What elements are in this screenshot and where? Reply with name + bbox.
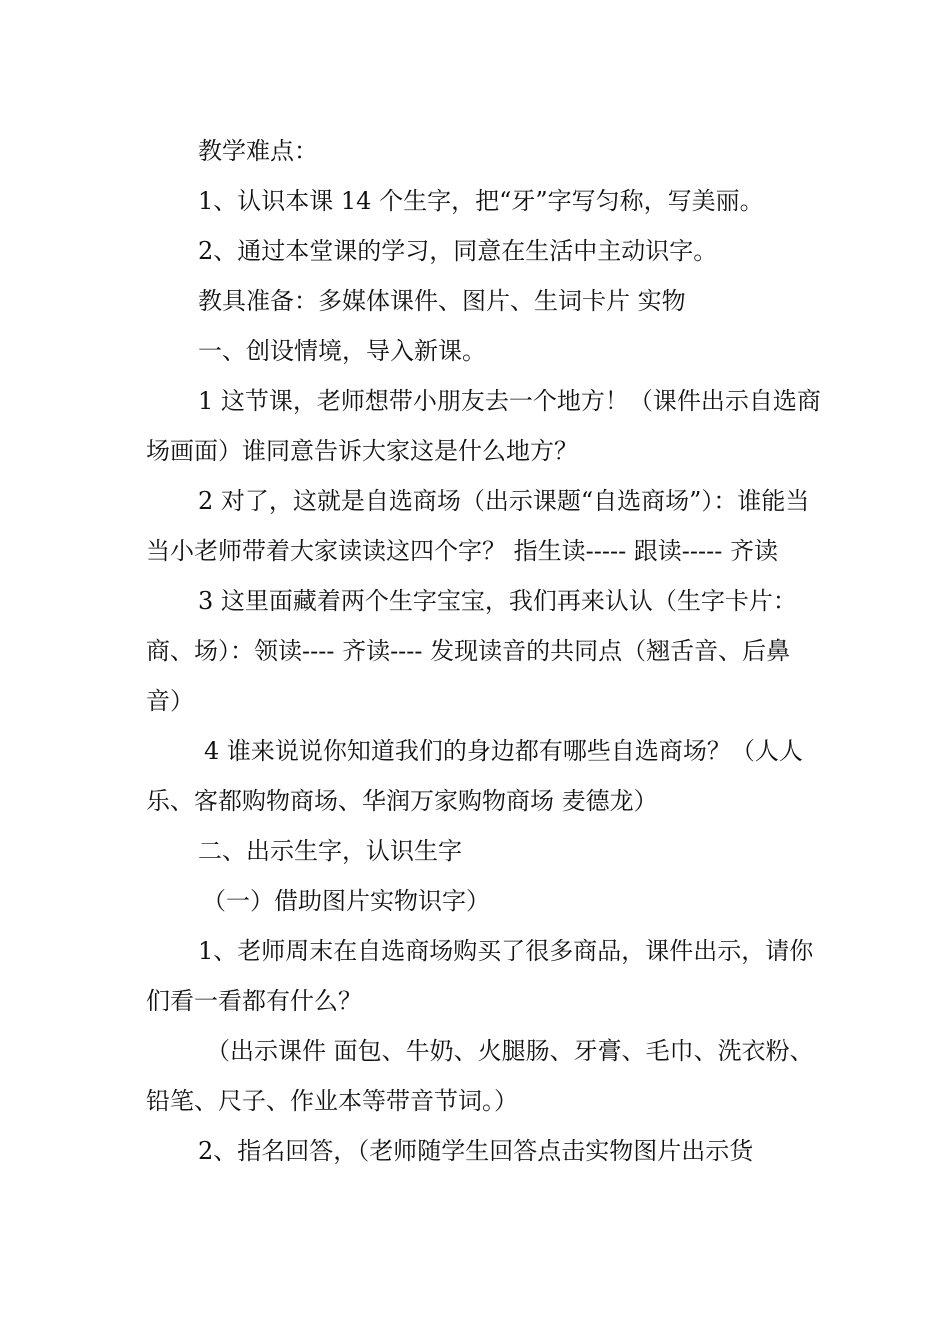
paragraph-step-1: 1 这节课，老师想带小朋友去一个地方！（课件出示自选商场画面）谁同意告诉大家这是什么地方？	[146, 387, 821, 465]
paragraph-sub-step-2: 2、指名回答，（老师随学生回答点击实物图片出示货	[198, 1137, 754, 1165]
document-body	[146, 126, 826, 1176]
paragraph-subsection-one: （一）借助图片实物识字）	[202, 887, 490, 915]
paragraph-step-3: 3 这里面藏着两个生字宝宝，我们再来认认（生字卡片：商、场）：领读---- 齐读---- 发现读音的共同点（翘舌音、后鼻音）	[146, 587, 797, 715]
paragraph-sub-step-1: 1、老师周末在自选商场购买了很多商品，课件出示，请你们看一看都有什么？	[146, 937, 814, 1015]
paragraph-difficulty-2: 2、通过本堂课的学习，同意在生活中主动识字。	[198, 237, 718, 265]
paragraph-difficulty-1: 1、认识本课 14 个生字，把“牙”字写匀称，写美丽。	[198, 187, 764, 215]
paragraph-step-4: 4 谁来说说你知道我们的身边都有哪些自选商场？（人人乐、客都购物商场、华润万家购物商场 麦德龙）	[146, 737, 803, 815]
paragraph-section-two-title: 二、出示生字，认识生字	[198, 837, 462, 865]
paragraph-section-one-title: 一、创设情境，导入新课。	[198, 337, 486, 365]
paragraph-courseware-items: （出示课件 面包、牛奶、火腿肠、牙膏、毛巾、洗衣粉、铅笔、尺子、作业本等带音节词。）	[146, 1037, 814, 1115]
paragraph-step-2: 2 对了，这就是自选商场（出示课题“自选商场”）：谁能当当小老师带着大家读读这四个字？ 指生读----- 跟读----- 齐读	[146, 487, 810, 565]
paragraph-heading-difficulty: 教学难点：	[198, 137, 318, 165]
paragraph-teaching-aids: 教具准备：多媒体课件、图片、生词卡片 实物	[198, 287, 686, 315]
